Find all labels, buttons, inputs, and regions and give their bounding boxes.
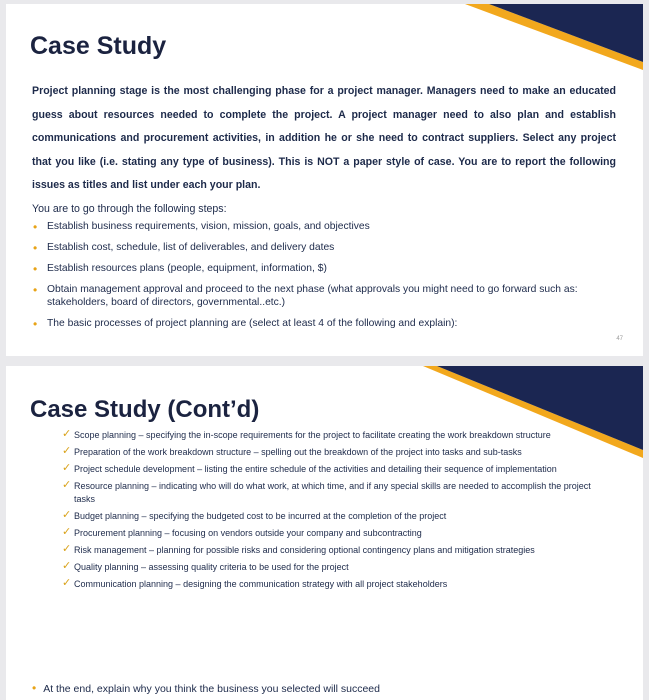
slide-case-study-contd <box>6 366 643 700</box>
list-item: • Establish resources plans (people, equipment, information, $) <box>33 262 327 276</box>
bullet-icon: • <box>33 283 38 297</box>
check-icon: ✓ <box>62 479 72 491</box>
check-icon: ✓ <box>62 508 72 521</box>
final-bullet: • At the end, explain why you think the business you selected will succeed <box>32 681 380 695</box>
list-item: • Obtain management approval and proceed to the next phase (what approvals you might need to go forward such as: stakeholders, board of directors, governmental..etc.) <box>33 283 578 308</box>
slide-title: Case Study (Cont’d) <box>30 396 260 423</box>
list-item: • Establish cost, schedule, list of deliverables, and delivery dates <box>33 241 335 255</box>
intro-paragraph: Project planning stage is the most challenging phase for a project manager. Managers need to make an educated guess about resources needed to complete the project. A project manager need to also plan and establish communications and procurement activities, in addition he or she need to contract suppliers. Select any project that you like (i.e. stating any type of business). This is NOT a paper style of case. You are to report the following issues as titles and list under each your plan. <box>32 85 616 191</box>
slide-title: Case Study <box>30 32 167 60</box>
list-item: ✓ Quality planning – assessing quality criteria to be used for the project <box>62 559 349 572</box>
list-item: ✓ Procurement planning – focusing on vendors outside your company and subcontracting <box>62 525 422 538</box>
steps-list <box>32 221 612 339</box>
list-item: ✓ Project schedule development – listing the entire schedule of the activities and detailing their sequence of implementation <box>62 462 557 474</box>
list-item: ✓ Scope planning – specifying the in-scope requirements for the project to facilitate creating the work breakdown structure <box>62 428 551 440</box>
list-item: ✓ Risk management – planning for possible risks and considering optional contingency plans and mitigation strategies <box>62 542 535 555</box>
bullet-icon: • <box>33 262 38 276</box>
list-item: ✓ Resource planning – indicating who will do what work, at which time, and if any special skills are needed to accomplish the project tasks <box>62 479 591 504</box>
list-item: • The basic processes of project planning are (select at least 4 of the following and explain): <box>33 316 458 331</box>
list-item: ✓ Communication planning – designing the communication strategy with all project stakeholders <box>62 576 448 589</box>
bullet-icon: • <box>32 681 37 695</box>
bullet-icon: • <box>33 241 38 255</box>
list-item: ✓ Budget planning – specifying the budgeted cost to be incurred at the completion of the project <box>62 508 447 521</box>
check-icon: ✓ <box>62 445 72 457</box>
check-icon: ✓ <box>62 576 72 589</box>
steps-lead-text: You are to go through the following steps: <box>32 203 227 215</box>
check-icon: ✓ <box>62 525 72 538</box>
planning-processes-list <box>62 428 594 595</box>
slide-case-study <box>6 4 643 356</box>
list-item: • Establish business requirements, vision, mission, goals, and objectives <box>33 220 370 234</box>
check-icon: ✓ <box>62 542 72 555</box>
check-icon: ✓ <box>62 428 72 440</box>
bullet-icon: • <box>33 220 38 234</box>
list-item: ✓ Preparation of the work breakdown structure – spelling out the breakdown of the project into tasks and sub-tasks <box>62 445 522 457</box>
corner-decoration <box>443 4 643 74</box>
page-number: 47 <box>616 336 623 342</box>
check-icon: ✓ <box>62 559 72 572</box>
bullet-icon: • <box>33 316 38 331</box>
check-icon: ✓ <box>62 462 72 474</box>
